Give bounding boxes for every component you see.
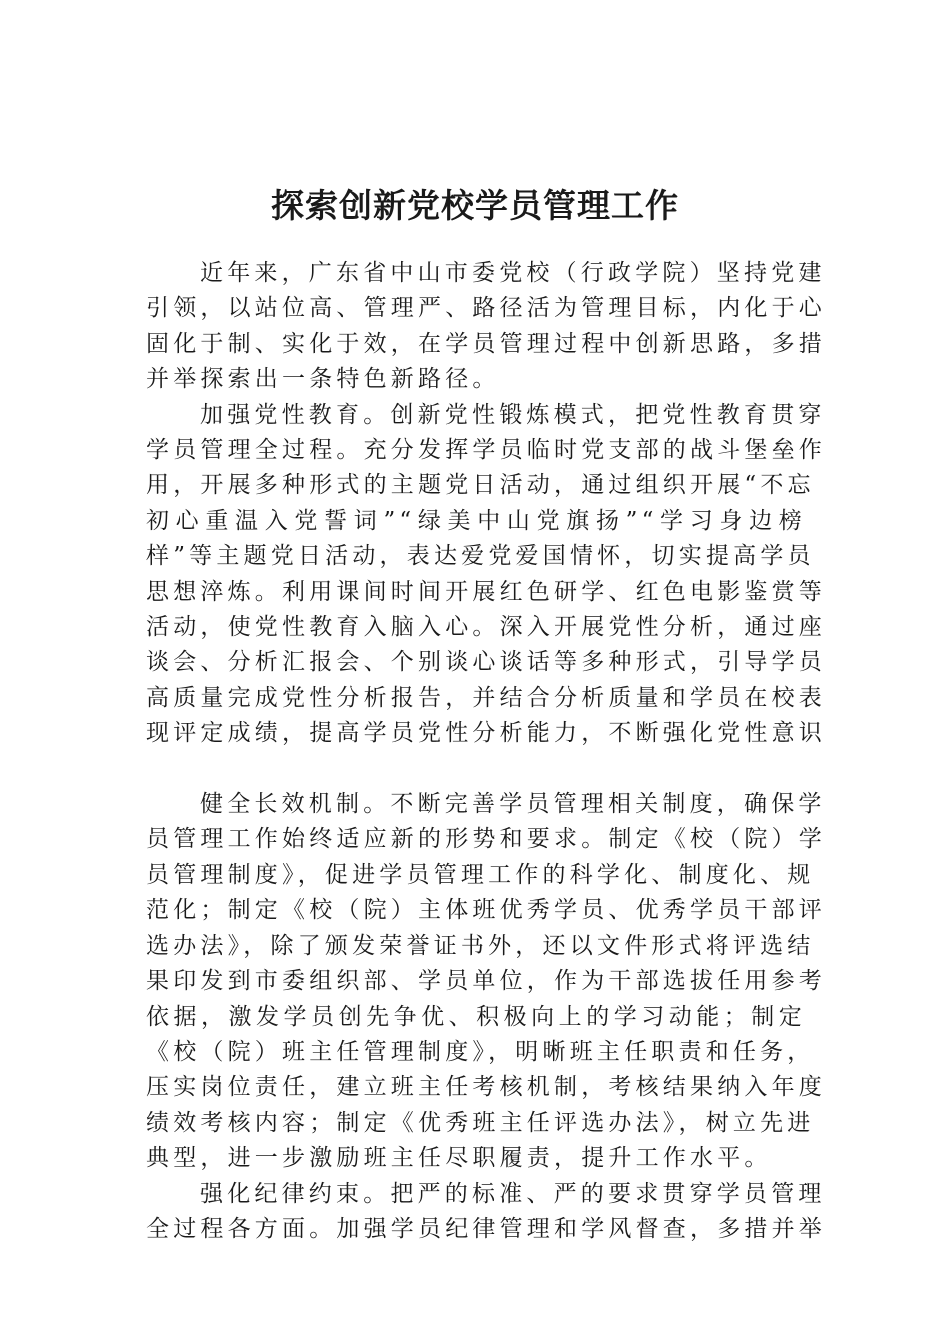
paragraph-line: 初心重温入党誓词”“绿美中山党旗扬”“学习身边榜: [146, 507, 806, 534]
paragraph-party-education: [146, 398, 826, 752]
paragraph-discipline: [146, 1177, 826, 1248]
paragraph-line: 员管理工作始终适应新的形势和要求。制定《校（院）学: [146, 826, 826, 853]
paragraph-line: 学员管理全过程。充分发挥学员临时党支部的战斗堡垒作: [146, 437, 826, 464]
paragraph-line: 压实岗位责任，建立班主任考核机制，考核结果纳入年度: [146, 1074, 826, 1101]
paragraph-line: 果印发到市委组织部、学员单位，作为干部选拔任用参考: [146, 968, 826, 995]
paragraph-line: 活动，使党性教育入脑入心。深入开展党性分析，通过座: [146, 614, 826, 641]
paragraph-line: 员管理制度》，促进学员管理工作的科学化、制度化、规: [146, 861, 815, 888]
paragraph-gap: [146, 752, 806, 787]
paragraph-line: 并举探索出一条特色新路径。: [146, 366, 500, 393]
paragraph-line: 谈会、分析汇报会、个别谈心谈话等多种形式，引导学员: [146, 649, 826, 676]
paragraph-line: 健全长效机制。不断完善学员管理相关制度，确保学: [200, 791, 826, 818]
paragraph-line: 引领，以站位高、管理严、路径活为管理目标，内化于心: [146, 295, 826, 322]
paragraph-line: 样”等主题党日活动，表达爱党爱国情怀，切实提高学员: [146, 543, 815, 570]
paragraph-line: 思想淬炼。利用课间时间开展红色研学、红色电影鉴赏等: [146, 578, 826, 605]
document-title: 探索创新党校学员管理工作: [271, 186, 679, 226]
paragraph-line: 强化纪律约束。把严的标准、严的要求贯穿学员管理: [200, 1180, 826, 1207]
paragraph-line: 依据，激发学员创先争优、积极向上的学习动能；制定: [146, 1003, 806, 1030]
paragraph-intro: [146, 256, 826, 398]
paragraph-line: 绩效考核内容；制定《优秀班主任评选办法》，树立先进: [146, 1109, 815, 1136]
paragraph-mechanism: [146, 787, 826, 1176]
paragraph-line: 用，开展多种形式的主题党日活动，通过组织开展“不忘: [146, 472, 815, 499]
paragraph-line: 近年来，广东省中山市委党校（行政学院）坚持党建: [200, 260, 826, 286]
paragraph-line: 典型，进一步激励班主任尽职履责，提升工作水平。: [146, 1145, 772, 1172]
paragraph-line: 《校（院）班主任管理制度》，明晰班主任职责和任务，: [146, 1038, 815, 1065]
paragraph-line: 加强党性教育。创新党性锻炼模式，把党性教育贯穿: [200, 401, 826, 428]
paragraph-line: 全过程各方面。加强学员纪律管理和学风督查，多措并举: [146, 1215, 826, 1242]
paragraph-line: 固化于制、实化于效，在学员管理过程中创新思路，多措: [146, 330, 826, 357]
paragraph-line: 现评定成绩，提高学员党性分析能力，不断强化党性意识: [146, 720, 826, 747]
document-body: [146, 256, 826, 1247]
paragraph-line: 高质量完成党性分析报告，并结合分析质量和学员在校表: [146, 684, 826, 711]
paragraph-line: 范化；制定《校（院）主体班优秀学员、优秀学员干部评: [146, 897, 826, 924]
paragraph-line: 选办法》，除了颁发荣誉证书外，还以文件形式将评选结: [146, 932, 815, 959]
